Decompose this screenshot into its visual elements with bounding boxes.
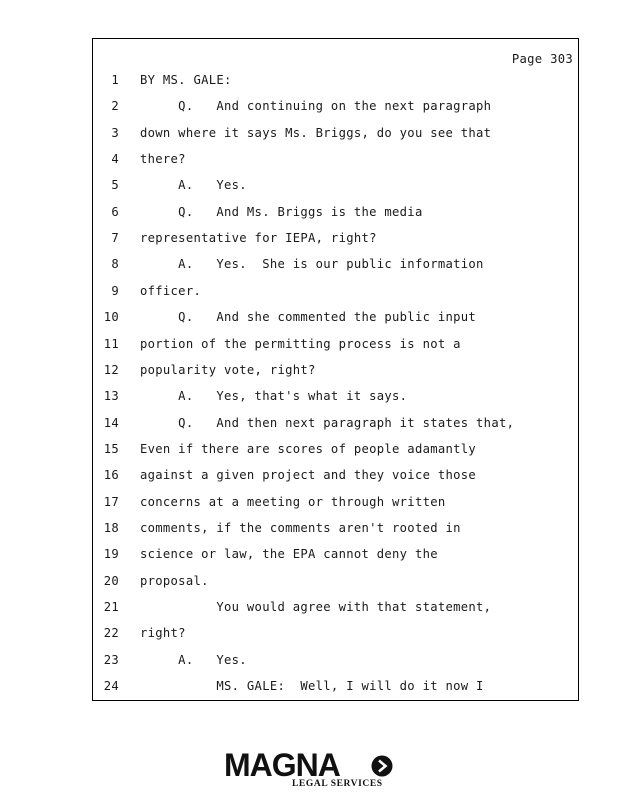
transcript-line xyxy=(93,126,578,152)
line-text: A. Yes. xyxy=(140,652,247,667)
line-number: 20 xyxy=(103,573,119,588)
transcript-line xyxy=(93,152,578,178)
transcript-line xyxy=(93,73,578,99)
transcript-line xyxy=(93,310,578,336)
line-number: 12 xyxy=(103,362,119,377)
line-number: 19 xyxy=(103,547,119,562)
line-text: science or law, the EPA cannot deny the xyxy=(140,547,438,562)
page-number: Page 303 xyxy=(511,52,573,66)
line-text: against a given project and they voice those xyxy=(140,468,477,483)
line-number: 16 xyxy=(103,468,119,483)
line-number: 3 xyxy=(111,125,119,140)
line-number: 14 xyxy=(103,415,119,430)
line-text: representative for IEPA, right? xyxy=(140,231,377,246)
line-text: MS. GALE: Well, I will do it now I xyxy=(140,679,484,694)
transcript-line xyxy=(93,337,578,363)
transcript-line xyxy=(93,679,578,705)
line-text: popularity vote, right? xyxy=(140,362,316,377)
line-number: 6 xyxy=(111,204,119,219)
line-text: proposal. xyxy=(140,573,209,588)
transcript-line xyxy=(93,574,578,600)
line-text: A. Yes. xyxy=(140,178,247,193)
line-number: 11 xyxy=(103,336,119,351)
line-number: 4 xyxy=(111,152,119,167)
line-number: 1 xyxy=(111,73,119,87)
transcript-line xyxy=(93,231,578,257)
transcript-line xyxy=(93,416,578,442)
line-number: 9 xyxy=(111,283,119,298)
line-text: Q. And she commented the public input xyxy=(140,310,477,325)
transcript-line xyxy=(93,442,578,468)
line-number: 24 xyxy=(103,679,119,694)
line-text: portion of the permitting process is not a xyxy=(140,336,461,351)
transcript-line xyxy=(93,653,578,679)
line-text: A. Yes, that's what it says. xyxy=(140,389,408,404)
line-text: A. Yes. She is our public information xyxy=(140,257,484,272)
transcript-line xyxy=(93,178,578,204)
line-text: You would agree with that statement, xyxy=(140,600,492,614)
line-text: there? xyxy=(140,152,186,167)
line-number: 21 xyxy=(103,600,119,614)
logo-subtitle: LEGAL SERVICES xyxy=(292,779,383,789)
transcript-line xyxy=(93,284,578,310)
line-number: 22 xyxy=(103,626,119,641)
transcript-line xyxy=(93,626,578,652)
line-text: Q. And then next paragraph it states that, xyxy=(140,415,515,430)
transcript-page xyxy=(92,38,579,701)
line-number: 5 xyxy=(111,178,119,193)
line-text: Q. And continuing on the next paragraph xyxy=(140,99,492,114)
line-number: 2 xyxy=(111,99,119,114)
logo-wordmark: MAGNA xyxy=(224,747,340,783)
line-number: 7 xyxy=(111,231,119,246)
transcript-line xyxy=(93,363,578,389)
chevron-right-circle-icon xyxy=(371,755,393,777)
line-number: 10 xyxy=(103,310,119,325)
line-text: BY MS. GALE: xyxy=(140,73,232,87)
transcript-line xyxy=(93,495,578,521)
line-text: Q. And Ms. Briggs is the media xyxy=(140,204,423,219)
line-text: Even if there are scores of people adamantly xyxy=(140,441,477,456)
line-text: down where it says Ms. Briggs, do you see that xyxy=(140,125,492,140)
line-text: officer. xyxy=(140,283,202,298)
transcript-line xyxy=(93,600,578,626)
line-number: 13 xyxy=(103,389,119,404)
line-number: 15 xyxy=(103,441,119,456)
line-number: 23 xyxy=(103,652,119,667)
line-text: right? xyxy=(140,626,186,641)
transcript-line xyxy=(93,389,578,415)
line-text: concerns at a meeting or through written xyxy=(140,494,446,509)
transcript-line xyxy=(93,99,578,125)
line-number: 8 xyxy=(111,257,119,272)
transcript-line xyxy=(93,257,578,283)
transcript-line xyxy=(93,521,578,547)
magna-logo xyxy=(224,748,396,792)
transcript-line xyxy=(93,205,578,231)
line-number: 18 xyxy=(103,520,119,535)
line-text: comments, if the comments aren't rooted in xyxy=(140,520,461,535)
transcript-line xyxy=(93,468,578,494)
line-number: 17 xyxy=(103,494,119,509)
transcript-line xyxy=(93,547,578,573)
